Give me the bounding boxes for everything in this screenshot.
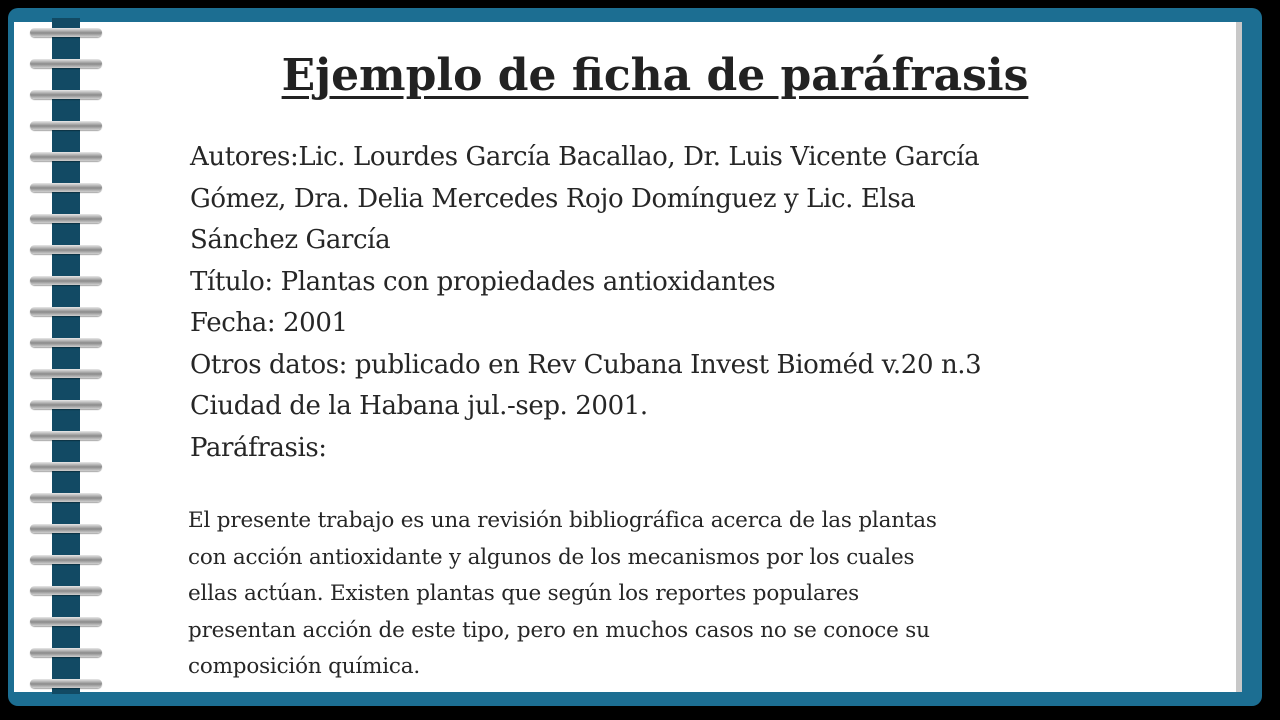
spiral-ring-icon xyxy=(30,276,102,285)
slide-title: Ejemplo de ficha de paráfrasis xyxy=(281,50,1029,101)
other-data-line-2: Ciudad de la Habana jul.-sep. 2001. xyxy=(190,391,648,421)
title-line: Título: Plantas con propiedades antioxidantes xyxy=(190,266,776,297)
spiral-ring-icon xyxy=(30,586,102,595)
spiral-ring-icon xyxy=(30,245,102,254)
spiral-ring-icon xyxy=(30,28,102,37)
spiral-ring-icon xyxy=(30,338,102,347)
paraphrase-text xyxy=(188,503,1148,686)
spiral-ring-icon xyxy=(30,152,102,161)
paraphrase-line: presentan acción de este tipo, pero en muchos casos no se conoce su xyxy=(188,617,930,643)
spiral-ring-icon xyxy=(30,493,102,502)
date-line: Fecha: 2001 xyxy=(190,308,348,338)
spiral-ring-icon xyxy=(30,400,102,409)
authors-line-2: Gómez, Dra. Delia Mercedes Rojo Domínguez y Lic. Elsa xyxy=(190,183,916,214)
spiral-ring-icon xyxy=(30,183,102,192)
spiral-binding xyxy=(30,20,105,700)
authors-line-1: Autores:Lic. Lourdes García Bacallao, Dr. Luis Vicente García xyxy=(190,142,980,172)
spiral-ring-icon xyxy=(30,555,102,564)
spiral-ring-icon xyxy=(30,431,102,440)
spiral-ring-icon xyxy=(30,214,102,223)
paraphrase-line: El presente trabajo es una revisión bibliográfica acerca de las plantas xyxy=(188,508,937,533)
other-data-line-1: Otros datos: publicado en Rev Cubana Invest Bioméd v.20 n.3 xyxy=(190,349,982,380)
spiral-ring-icon xyxy=(30,59,102,68)
spiral-ring-icon xyxy=(30,369,102,378)
paraphrase-label: Paráfrasis: xyxy=(190,432,327,463)
paraphrase-line: con acción antioxidante y algunos de los mecanismos por los cuales xyxy=(188,544,915,570)
citation-details xyxy=(190,137,1150,469)
paraphrase-line: ellas actúan. Existen plantas que según los reportes populares xyxy=(188,581,860,606)
spiral-ring-icon xyxy=(30,648,102,657)
authors-line-3: Sánchez García xyxy=(190,225,391,255)
spiral-ring-icon xyxy=(30,524,102,533)
spiral-ring-icon xyxy=(30,617,102,626)
spiral-ring-icon xyxy=(30,307,102,316)
paraphrase-line: composición química. xyxy=(188,654,420,679)
spiral-ring-icon xyxy=(30,121,102,130)
spiral-ring-icon xyxy=(30,679,102,688)
spiral-ring-icon xyxy=(30,462,102,471)
spiral-ring-icon xyxy=(30,90,102,99)
